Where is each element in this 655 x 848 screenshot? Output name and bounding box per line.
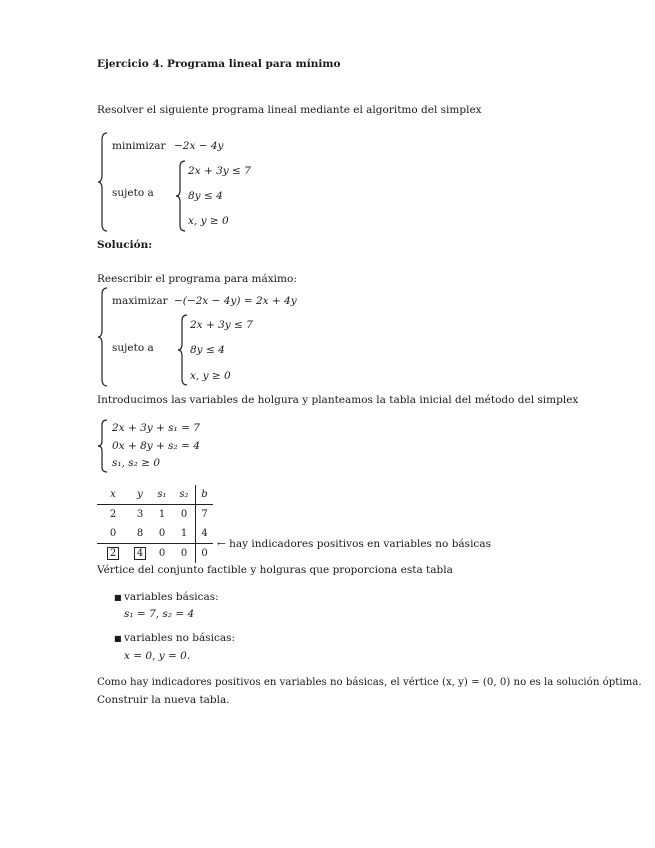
table-row <box>97 505 213 525</box>
simplex-table <box>97 485 213 563</box>
indicator-cell: 0 <box>196 544 214 564</box>
header-s1: s₁ <box>157 489 167 500</box>
indicator-note: ← hay indicadores positivos en variables no básicas <box>217 538 491 550</box>
indicator-row <box>97 544 213 564</box>
conclusion-line-1: Como hay indicadores positivos en variables no básicas, el vértice (x, y) = (0, 0) no es la solución óptima. <box>97 677 642 688</box>
rewrite-text: Reescribir el programa para máximo: <box>97 273 297 285</box>
objective-expression: −(−2x − 4y) = 2x + 4y <box>174 295 297 307</box>
slack-text: Introducimos las variables de holgura y planteamos la tabla inicial del método del simplex <box>97 394 579 406</box>
subject-label: sujeto a <box>112 342 154 354</box>
left-brace-icon <box>97 132 109 232</box>
objective-label: minimizar <box>112 140 166 152</box>
table-cell: 2 <box>109 509 117 520</box>
bullet-icon: ■ <box>114 593 122 602</box>
table-cell: 1 <box>180 528 188 539</box>
slack-equation-3: s₁, s₂ ≥ 0 <box>112 457 161 469</box>
left-brace-icon <box>175 160 187 232</box>
objective-label: maximizar <box>112 295 168 307</box>
header-b: b <box>196 485 214 505</box>
table-cell: 3 <box>136 509 144 520</box>
constraint-2: 8y ≤ 4 <box>188 190 223 202</box>
objective-expression: −2x − 4y <box>174 140 224 152</box>
bullet-label: variables básicas: <box>124 591 219 603</box>
bullet-icon: ■ <box>114 634 122 643</box>
table-cell: 0 <box>109 528 117 539</box>
slack-equation-1: 2x + 3y + s₁ = 7 <box>112 422 200 434</box>
subject-label: sujeto a <box>112 187 154 199</box>
constraint-3: x, y ≥ 0 <box>190 370 231 382</box>
indicator-cell-boxed: 4 <box>134 547 146 560</box>
constraint-2: 8y ≤ 4 <box>190 344 225 356</box>
indicator-cell: 0 <box>180 548 188 559</box>
constraint-3: x, y ≥ 0 <box>188 215 229 227</box>
table-cell: 4 <box>196 524 214 544</box>
table-header-row <box>97 485 213 505</box>
table-cell: 0 <box>158 528 166 539</box>
bullet-value: x = 0, y = 0. <box>124 650 191 662</box>
table-cell: 7 <box>196 505 214 525</box>
left-brace-icon <box>97 419 109 473</box>
bullet-value: s₁ = 7, s₂ = 4 <box>124 608 195 620</box>
indicator-cell: 0 <box>158 548 166 559</box>
header-x: x <box>110 489 116 500</box>
table-row <box>97 524 213 544</box>
table-cell: 0 <box>180 509 188 520</box>
constraint-1: 2x + 3y ≤ 7 <box>190 319 253 331</box>
slack-equation-2: 0x + 8y + s₂ = 4 <box>112 440 200 452</box>
table-cell: 8 <box>136 528 144 539</box>
exercise-title: Ejercicio 4. Programa lineal para mínimo <box>97 58 341 70</box>
header-y: y <box>137 489 143 500</box>
constraint-1: 2x + 3y ≤ 7 <box>188 165 251 177</box>
solution-heading: Solución: <box>97 239 153 251</box>
intro-text: Resolver el siguiente programa lineal mediante el algoritmo del simplex <box>97 104 482 116</box>
bullet-label: variables no básicas: <box>124 632 236 644</box>
indicator-cell-boxed: 2 <box>107 547 119 560</box>
left-brace-icon <box>97 287 109 387</box>
header-s2: s₂ <box>179 489 189 500</box>
vertex-text: Vértice del conjunto factible y holguras que proporciona esta tabla <box>97 564 453 576</box>
left-brace-icon <box>177 314 189 386</box>
conclusion-line-2: Construir la nueva tabla. <box>97 694 230 706</box>
table-cell: 1 <box>158 509 166 520</box>
